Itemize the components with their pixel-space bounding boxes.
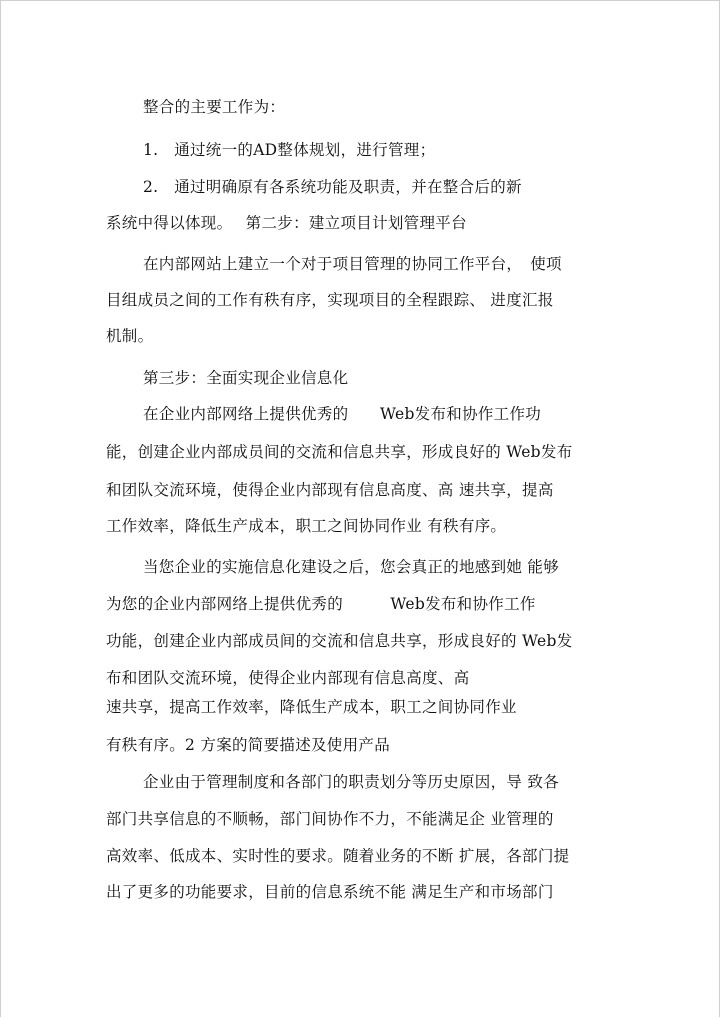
- text-line: 第三步：全面实现企业信息化: [143, 369, 349, 387]
- text-line: 有秩有序。2 方案的简要描述及使用产品: [106, 736, 390, 754]
- text-line: 出了更多的功能要求，目前的信息系统不能 满足生产和市场部门: [106, 883, 554, 901]
- text-line: 功能，创建企业内部成员间的交流和信息共享，形成良好的 Web发: [106, 632, 573, 650]
- text-line: 和团队交流环境，使得企业内部现有信息高度、高 速共享，提高: [106, 481, 554, 499]
- text-line: 在内部网站上建立一个对于项目管理的协同工作平台， 使项: [143, 255, 562, 273]
- text-line: 当您企业的实施信息化建设之后，您会真正的地感到她 能够: [143, 558, 560, 576]
- text-line: 高效率、低成本、实时性的要求。随着业务的不断 扩展，各部门提: [106, 847, 570, 865]
- text-line: 部门共享信息的不顺畅，部门间协作不力，不能满足企 业管理的: [106, 810, 554, 828]
- text-line: 1. 通过统一的AD整体规划，进行管理；: [143, 141, 436, 159]
- text-line: 整合的主要工作为：: [143, 98, 286, 116]
- text-line: 机制。: [106, 327, 154, 345]
- text-line: 速共享，提高工作效率，降低生产成本，职工之间协同作业: [106, 698, 517, 716]
- text-line: 目组成员之间的工作有秩有序，实现项目的全程跟踪、 进度汇报: [106, 291, 554, 309]
- text-line: 在企业内部网络上提供优秀的 Web发布和协作工作功: [143, 405, 542, 423]
- text-line: 2. 通过明确原有各系统功能及职责，并在整合后的新: [143, 178, 522, 196]
- text-line: 工作效率，降低生产成本，职工之间协同作业 有秩有序。: [106, 517, 507, 535]
- text-line: 能，创建企业内部成员间的交流和信息共享，形成良好的 Web发布: [106, 443, 573, 461]
- text-line: 为您的企业内部网络上提供优秀的 Web发布和协作工作: [106, 595, 536, 613]
- text-line: 布和团队交流环境，使得企业内部现有信息高度、高: [106, 669, 470, 687]
- text-line: 系统中得以体现。 第二步：建立项目计划管理平台: [106, 214, 467, 232]
- text-line: 企业由于管理制度和各部门的职责划分等历史原因，导 致各: [143, 773, 560, 791]
